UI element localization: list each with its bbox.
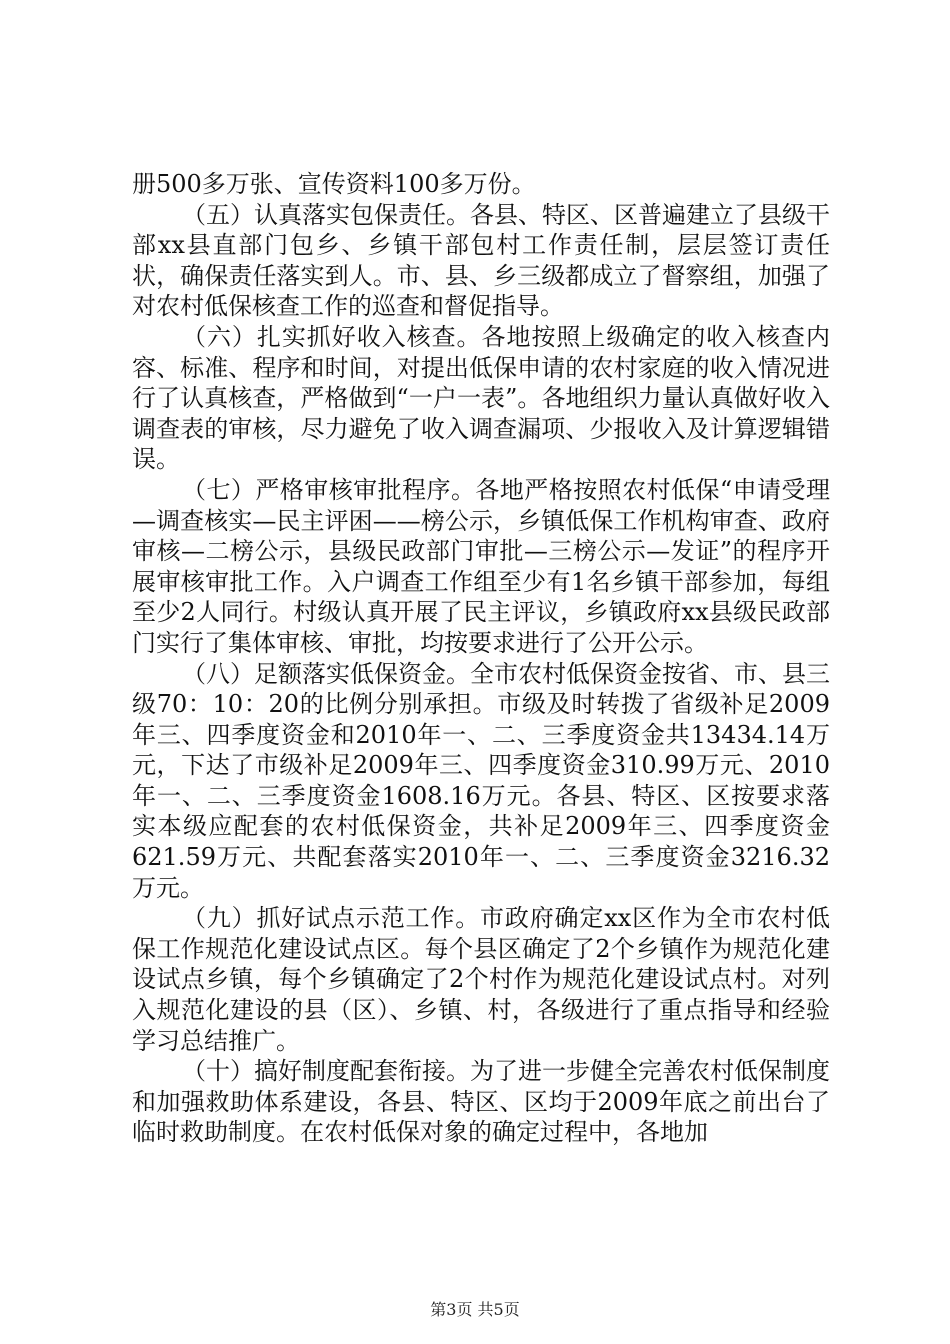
paragraph-section-7: （七）严格审核审批程序。各地严格按照农村低保“申请受理—调查核实—民主评困——榜公示，乡镇低保工作机构审查、政府审核—二榜公示，县级民政部门审批—三榜公示—发证”的程序开展审核审批工作。入户调查工作组至少有1名乡镇干部参加，每组至少2人同行。村级认真开展了民主评议，乡镇政府xx县级民政部门实行了集体审核、审批，均按要求进行了公开公示。 (132, 475, 830, 657)
paragraph-continuation: 册500多万张、宣传资料100多万份。 (132, 170, 536, 198)
paragraph-section-10: （十）搞好制度配套衔接。为了进一步健全完善农村低保制度和加强救助体系建设，各县、特区、区均于2009年底之前出台了临时救助制度。在农村低保对象的确定过程中，各地加 (132, 1057, 830, 1147)
paragraph-section-5: （五）认真落实包保责任。各县、特区、区普遍建立了县级干部xx县直部门包乡、乡镇干部包村工作责任制，层层签订责任状，确保责任落实到人。市、县、乡三级都成立了督察组，加强了对农村低保核查工作的巡查和督促指导。 (132, 200, 830, 321)
paragraph-section-9: （九）抓好试点示范工作。市政府确定xx区作为全市农村低保工作规范化建设试点区。每个县区确定了2个乡镇作为规范化建设试点乡镇，每个乡镇确定了2个村作为规范化建设试点村。对列入规范化建设的县（区）、乡镇、村，各级进行了重点指导和经验学习总结推广。 (132, 904, 830, 1055)
document-body (132, 169, 830, 1148)
paragraph-section-8: （八）足额落实低保资金。全市农村低保资金按省、市、县三级70：10：20的比例分别承担。市级及时转拨了省级补足2009年三、四季度资金和2010年一、二、三季度资金共13434.14万元，下达了市级补足2009年三、四季度资金310.99万元、2010年一、二、三季度资金1608.16万元。各县、特区、区按要求落实本级应配套的农村低保资金，共补足2009年三、四季度资金621.59万元、共配套落实2010年一、二、三季度资金3216.32万元。 (132, 659, 830, 902)
paragraph-section-6: （六）扎实抓好收入核查。各地按照上级确定的收入核查内容、标准、程序和时间，对提出低保申请的农村家庭的收入情况进行了认真核查，严格做到“一户一表”。各地组织力量认真做好收入调查表的审核，尽力避免了收入调查漏项、少报收入及计算逻辑错误。 (132, 322, 830, 474)
page-number-footer: 第3页 共5页 (430, 1300, 520, 1319)
